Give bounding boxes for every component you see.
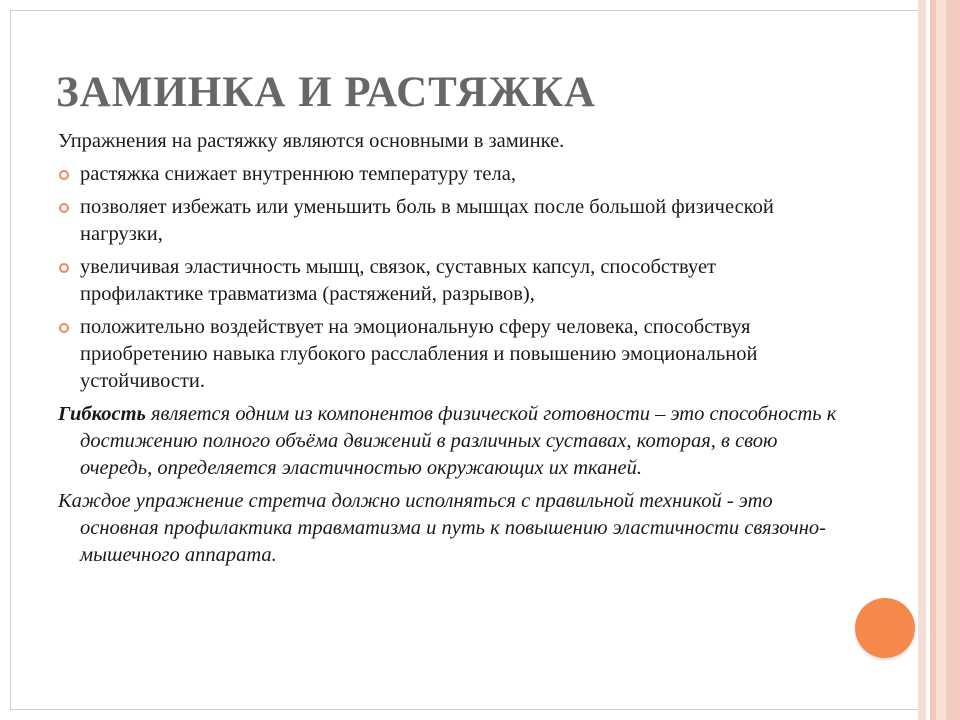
bullet-item xyxy=(58,314,838,395)
decor-stripe xyxy=(946,0,960,720)
bullet-text: растяжка снижает внутреннюю температуру тела, xyxy=(80,163,516,185)
frame-left-line xyxy=(10,10,11,710)
bullet-circle-icon xyxy=(59,203,69,213)
bullet-item xyxy=(58,161,838,188)
bullet-item xyxy=(58,194,838,248)
frame-top-line xyxy=(10,10,918,11)
bullet-circle-icon xyxy=(59,323,69,333)
bullet-text: позволяет избежать или уменьшить боль в мышцах после большой физической нагрузки, xyxy=(80,196,774,245)
flexibility-term: Гибкость xyxy=(58,403,146,425)
bullet-text: положительно воздействует на эмоциональную сферу человека, способствуя приобретению навыка глубокого расслабления и повышению эмоциональной устойчивости. xyxy=(80,316,758,392)
slide-title: ЗАМИНКА И РАСТЯЖКА xyxy=(56,69,596,116)
slide-body xyxy=(58,128,838,575)
flexibility-definition xyxy=(58,401,838,482)
bullet-text: увеличивая эластичность мышц, связок, суставных капсул, способствует профилактике травматизма (растяжений, разрывов), xyxy=(80,256,717,305)
bullet-circle-icon xyxy=(59,170,69,180)
bullet-list xyxy=(58,161,838,395)
orange-circle-decoration xyxy=(855,598,915,658)
closing-text: Каждое упражнение стретча должно исполняться с правильной техникой - это основная профилактика травматизма и путь к повышению эластичности связочно-мышечного аппарата. xyxy=(58,490,826,566)
bullet-item xyxy=(58,254,838,308)
intro-text: Упражнения на растяжку являются основными в заминке. xyxy=(58,130,565,152)
frame-bottom-line xyxy=(10,709,918,710)
bullet-circle-icon xyxy=(59,263,69,273)
decor-stripe xyxy=(918,0,926,720)
decor-stripe xyxy=(936,0,946,720)
flexibility-text: является одним из компонентов физической готовности – это способность к достижению полного объёма движений в различных суставах, которая, в свою очередь, определяется эластичностью окружающих их тканей. xyxy=(80,403,837,479)
